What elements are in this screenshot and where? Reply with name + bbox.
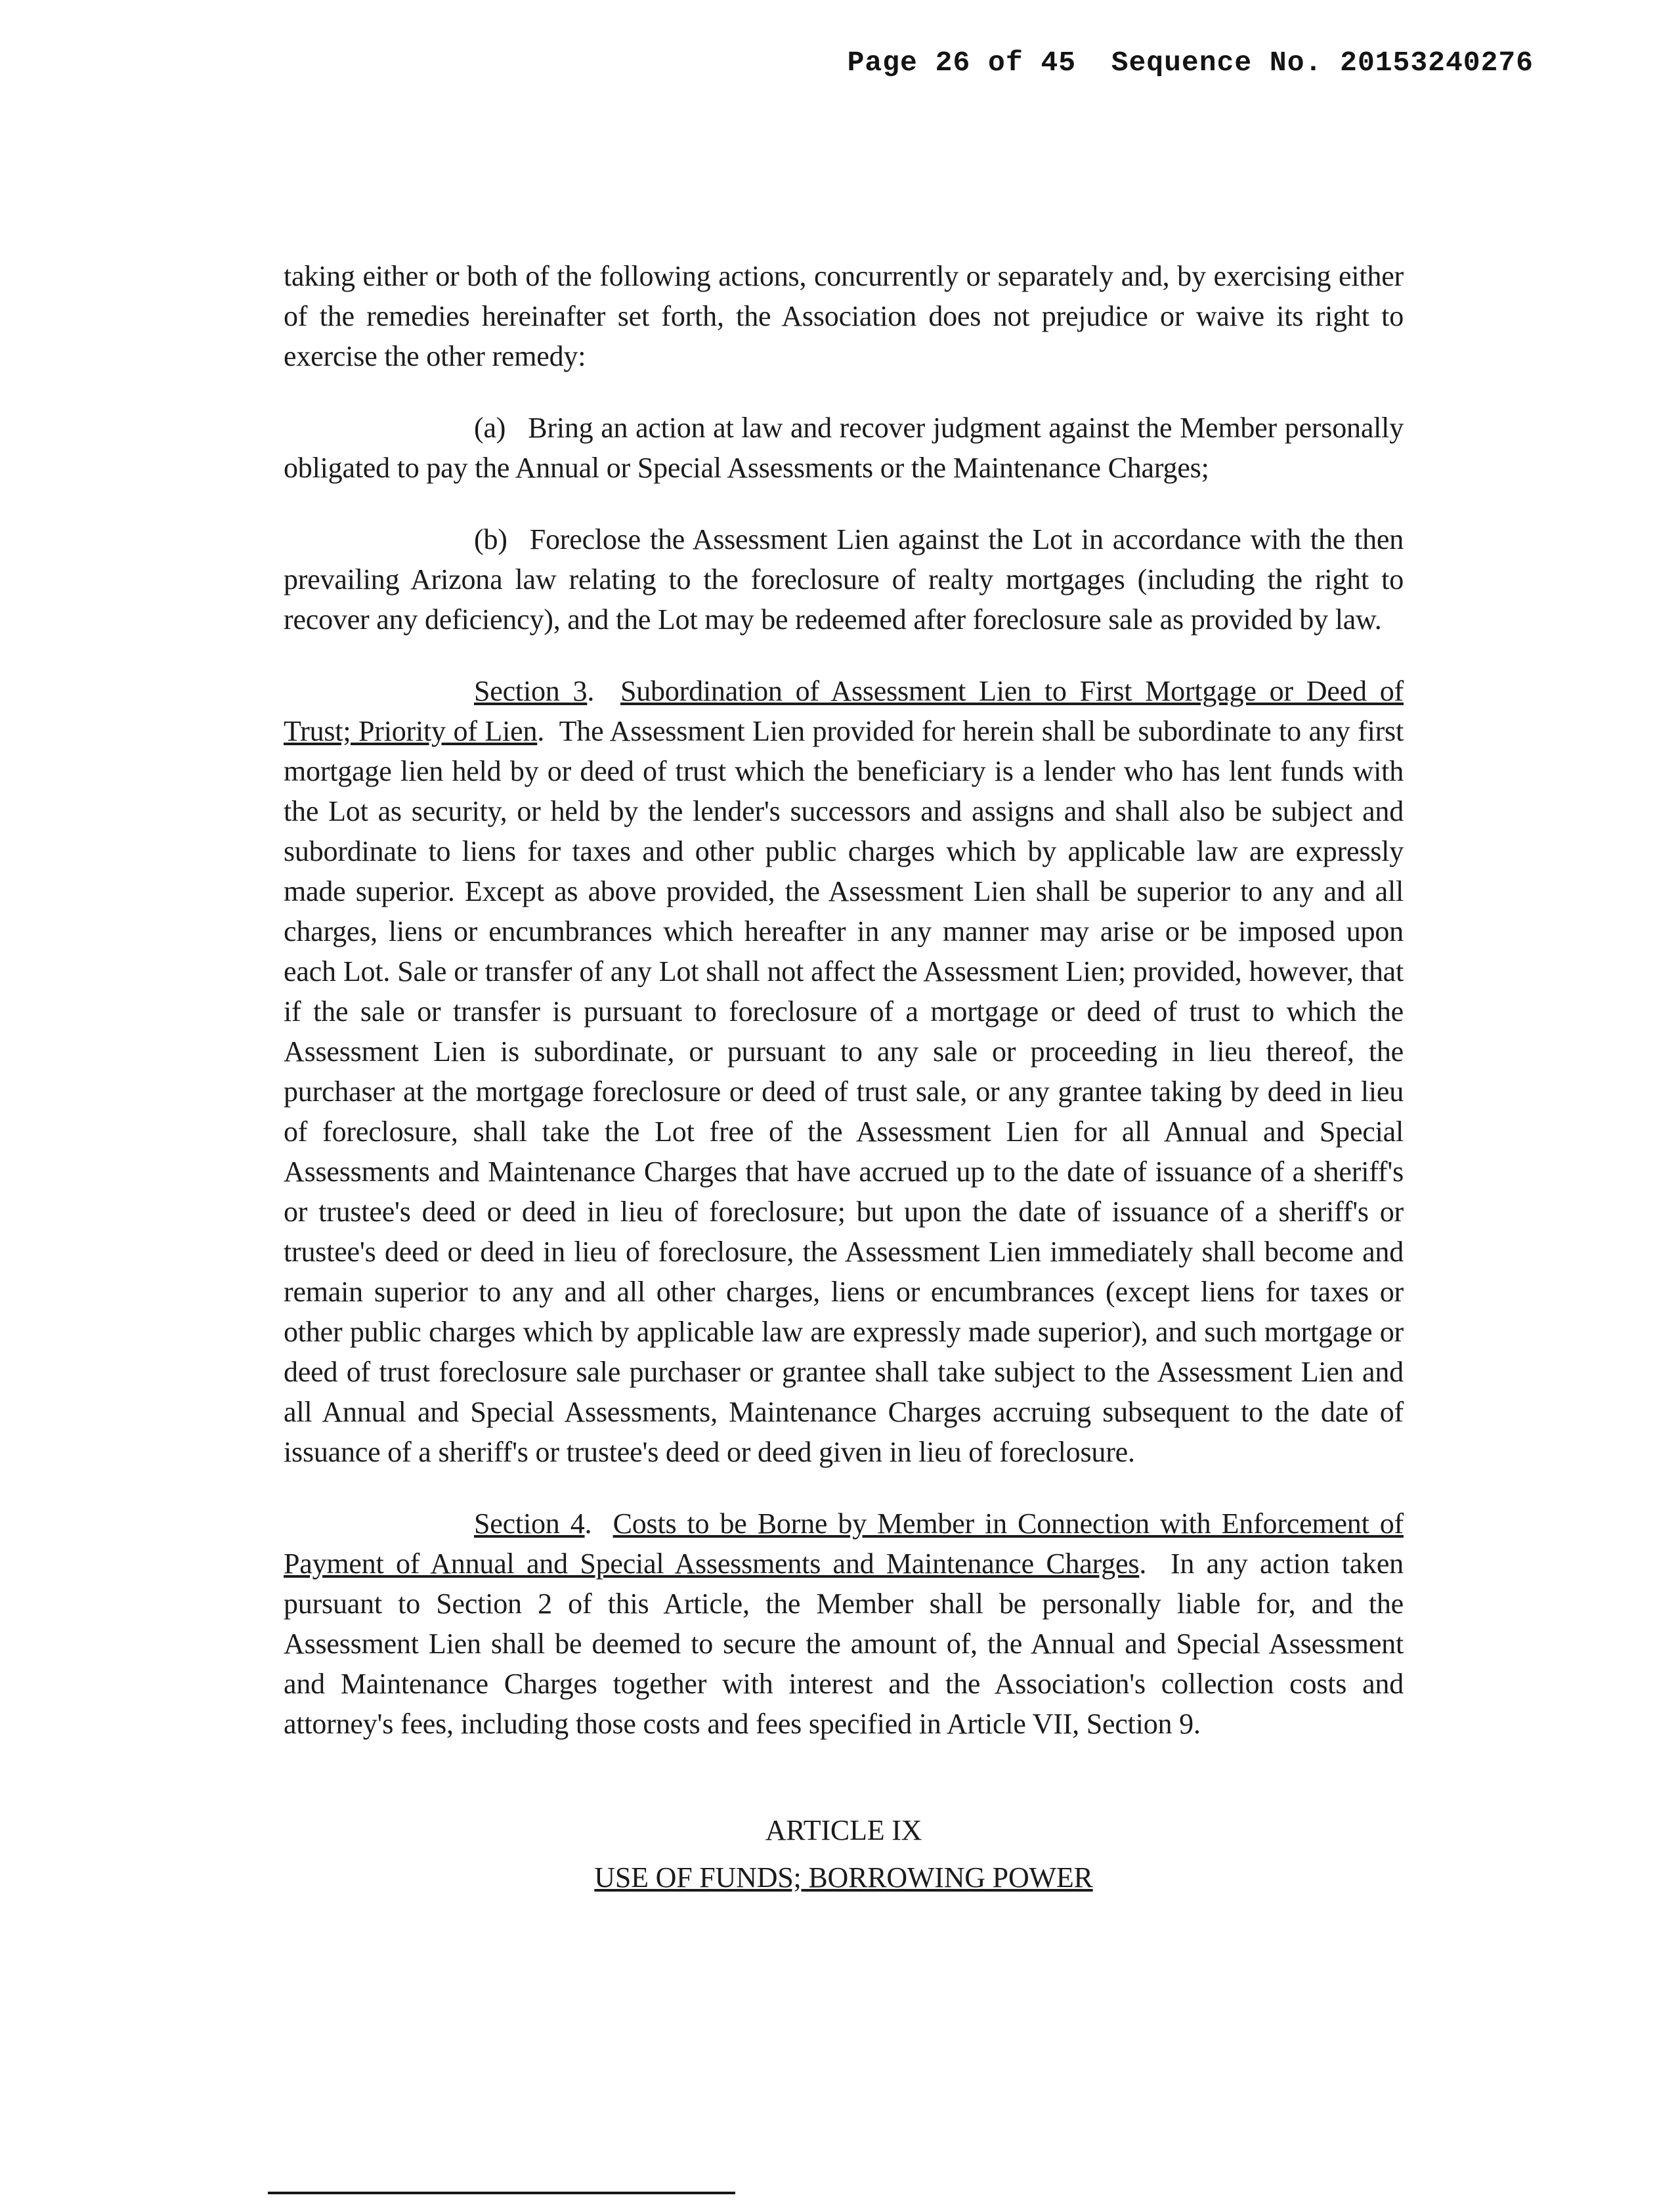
document-content — [284, 256, 1404, 1901]
paragraph-section-4 — [284, 1504, 1404, 1744]
paragraph-section-3 — [284, 671, 1404, 1472]
paragraph-item-b — [284, 519, 1404, 640]
article-title: USE OF FUNDS; BORROWING POWER — [594, 1861, 1093, 1894]
section-4-label: Section 4 — [474, 1507, 585, 1540]
list-marker-b: (b) — [474, 523, 507, 555]
section-3-label: Section 3 — [474, 675, 588, 707]
paragraph-intro-text: taking either or both of the following actions, concurrently or separately and, by exercising either of the remedies hereinafter set forth, the Association does not prejudice or waive its right to exercise the other remedy: — [284, 260, 1404, 372]
scan-artifact-line — [268, 2192, 735, 2194]
paragraph-item-a — [284, 408, 1404, 488]
section-3-separator-1: . — [587, 675, 620, 707]
page-header-text: Page 26 of 45 Sequence No. 20153240276 — [847, 47, 1534, 79]
section-4-separator-1: . — [584, 1507, 613, 1540]
article-number: ARTICLE IX — [765, 1814, 922, 1846]
paragraph-item-b-text: Foreclose the Assessment Lien against the Lot in accordance with the then prevailing Arizona law relating to the foreclosure of realty mortgages (including the right to recover any deficiency), and the Lot may be redeemed after foreclosure sale as provided by law. — [284, 523, 1404, 636]
section-3-separator-2: . — [537, 715, 559, 747]
list-marker-a: (a) — [474, 412, 506, 444]
paragraph-item-a-text: Bring an action at law and recover judgment against the Member personally obligated to pay the Annual or Special Assessments or the Maintenance Charges; — [284, 412, 1404, 484]
section-3-title: Subordination of Assessment Lien to First Mortgage or Deed of Trust; Priority of Lien — [284, 675, 1404, 747]
section-4-body-text: In any action taken pursuant to Section 2 of this Article, the Member shall be personally liable for, and the Assessment Lien shall be deemed to secure the amount of, the Annual and Special Assessment and Maintenance Charges together with interest and the Association's collection costs and attorney's fees, including those costs and fees specified in Article VII, Section 9. — [284, 1548, 1404, 1740]
article-heading — [284, 1807, 1404, 1901]
section-4-title: Costs to be Borne by Member in Connection with Enforcement of Payment of Annual and Special Assessments and Maintenance Charges — [284, 1507, 1404, 1580]
page-header — [777, 14, 1534, 111]
paragraph-intro — [284, 256, 1404, 376]
section-4-separator-2: . — [1139, 1548, 1171, 1580]
section-3-body-text: The Assessment Lien provided for herein shall be subordinate to any first mortgage lien held by or deed of trust which the beneficiary is a lender who has lent funds with the Lot as security, or held by the lender's successors and assigns and shall also be subject and subordinate to liens for taxes and other public charges which by applicable law are expressly made superior. Except as above provided, the Assessment Lien shall be superior to any and all charges, liens or encumbrances which hereafter in any manner may arise or be imposed upon each Lot. Sale or transfer of any Lot shall not affect the Assessment Lien; provided, however, that if the sale or transfer is pursuant to foreclosure of a mortgage or deed of trust to which the Assessment Lien is subordinate, or pursuant to any sale or proceeding in lieu thereof, the purchaser at the mortgage foreclosure or deed of trust sale, or any grantee taking by deed in lieu of foreclosure, shall take the Lot free of the Assessment Lien for all Annual and Special Assessments and Maintenance Charges that have accrued up to the date of issuance of a sheriff's or trustee's deed or deed in lieu of foreclosure; but upon the date of issuance of a sheriff's or trustee's deed or deed in lieu of foreclosure, the Assessment Lien immediately shall become and remain superior to any and all other charges, liens or encumbrances (except liens for taxes or other public charges which by applicable law are expressly made superior), and such mortgage or deed of trust foreclosure sale purchaser or grantee shall take subject to the Assessment Lien and all Annual and Special Assessments, Maintenance Charges accruing subsequent to the date of issuance of a sheriff's or trustee's deed or deed given in lieu of foreclosure. — [284, 715, 1404, 1468]
